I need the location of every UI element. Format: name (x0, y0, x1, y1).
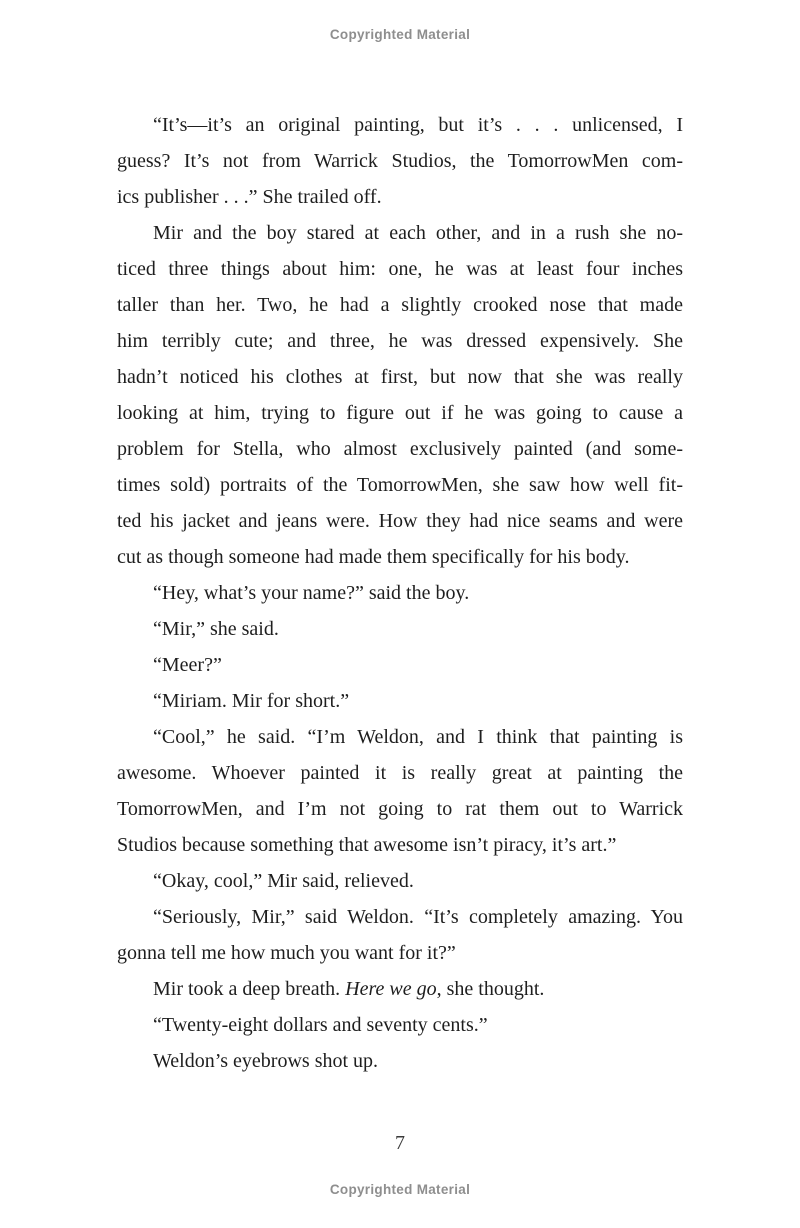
text-line: taller than her. Two, he had a slightly crooked nose that made (117, 294, 683, 316)
text-line: ics publisher . . .” She trailed off. (117, 186, 382, 208)
body-text (117, 107, 683, 1079)
text-line: times sold) portraits of the TomorrowMen, she saw how well fit- (117, 474, 683, 496)
text-line: TomorrowMen, and I’m not going to rat them out to Warrick (117, 798, 683, 820)
text-line: him terribly cute; and three, he was dressed expensively. She (117, 330, 683, 352)
text-run: Mir took a deep breath. (153, 978, 346, 1000)
text-line: gonna tell me how much you want for it?” (117, 942, 456, 964)
footer-copyright-notice: Copyrighted Material (329, 1182, 471, 1197)
paragraph (117, 107, 683, 215)
paragraph-dialogue (117, 575, 683, 611)
paragraph-dialogue (117, 1043, 683, 1079)
text-line: hadn’t noticed his clothes at first, but now that she was really (117, 366, 683, 388)
text-line: awesome. Whoever painted it is really great at painting the (117, 762, 683, 784)
header-copyright-notice: Copyrighted Material (329, 27, 471, 42)
text-line: “Twenty-eight dollars and seventy cents.” (153, 1014, 488, 1036)
page-number: 7 (395, 1132, 405, 1154)
paragraph (117, 215, 683, 575)
text-line: Weldon’s eyebrows shot up. (153, 1050, 379, 1072)
text-line: “It’s—it’s an original painting, but it’s . . . unlicensed, I (153, 114, 683, 136)
paragraph-dialogue (117, 863, 683, 899)
text-line: “Okay, cool,” Mir said, relieved. (153, 870, 414, 892)
text-line: “Miriam. Mir for short.” (153, 690, 350, 712)
text-line: “Seriously, Mir,” said Weldon. “It’s completely amazing. You (153, 906, 683, 928)
paragraph-with-italic (117, 971, 683, 1007)
paragraph-dialogue (117, 1007, 683, 1043)
text-line: looking at him, trying to figure out if he was going to cause a (117, 402, 683, 424)
paragraph-dialogue (117, 647, 683, 683)
paragraph (117, 719, 683, 863)
text-line: “Cool,” he said. “I’m Weldon, and I think that painting is (153, 726, 683, 748)
text-line: “Mir,” she said. (153, 618, 279, 640)
text-line: cut as though someone had made them specifically for his body. (117, 546, 630, 568)
paragraph-dialogue (117, 611, 683, 647)
text-line: “Meer?” (153, 654, 222, 676)
text-line: ted his jacket and jeans were. How they had nice seams and were (117, 510, 683, 532)
text-line: guess? It’s not from Warrick Studios, the TomorrowMen com- (117, 150, 683, 172)
italic-text-run: Here we go (345, 978, 437, 1000)
text-line: Studios because something that awesome isn’t piracy, it’s art.” (117, 834, 617, 856)
paragraph (117, 899, 683, 971)
text-line: Mir and the boy stared at each other, and in a rush she no- (153, 222, 683, 244)
text-line: ticed three things about him: one, he was at least four inches (117, 258, 683, 280)
text-run: , she thought. (436, 978, 545, 1000)
paragraph-dialogue (117, 683, 683, 719)
text-line: problem for Stella, who almost exclusively painted (and some- (117, 438, 683, 460)
text-line: “Hey, what’s your name?” said the boy. (153, 582, 470, 604)
text-line (117, 971, 683, 1007)
